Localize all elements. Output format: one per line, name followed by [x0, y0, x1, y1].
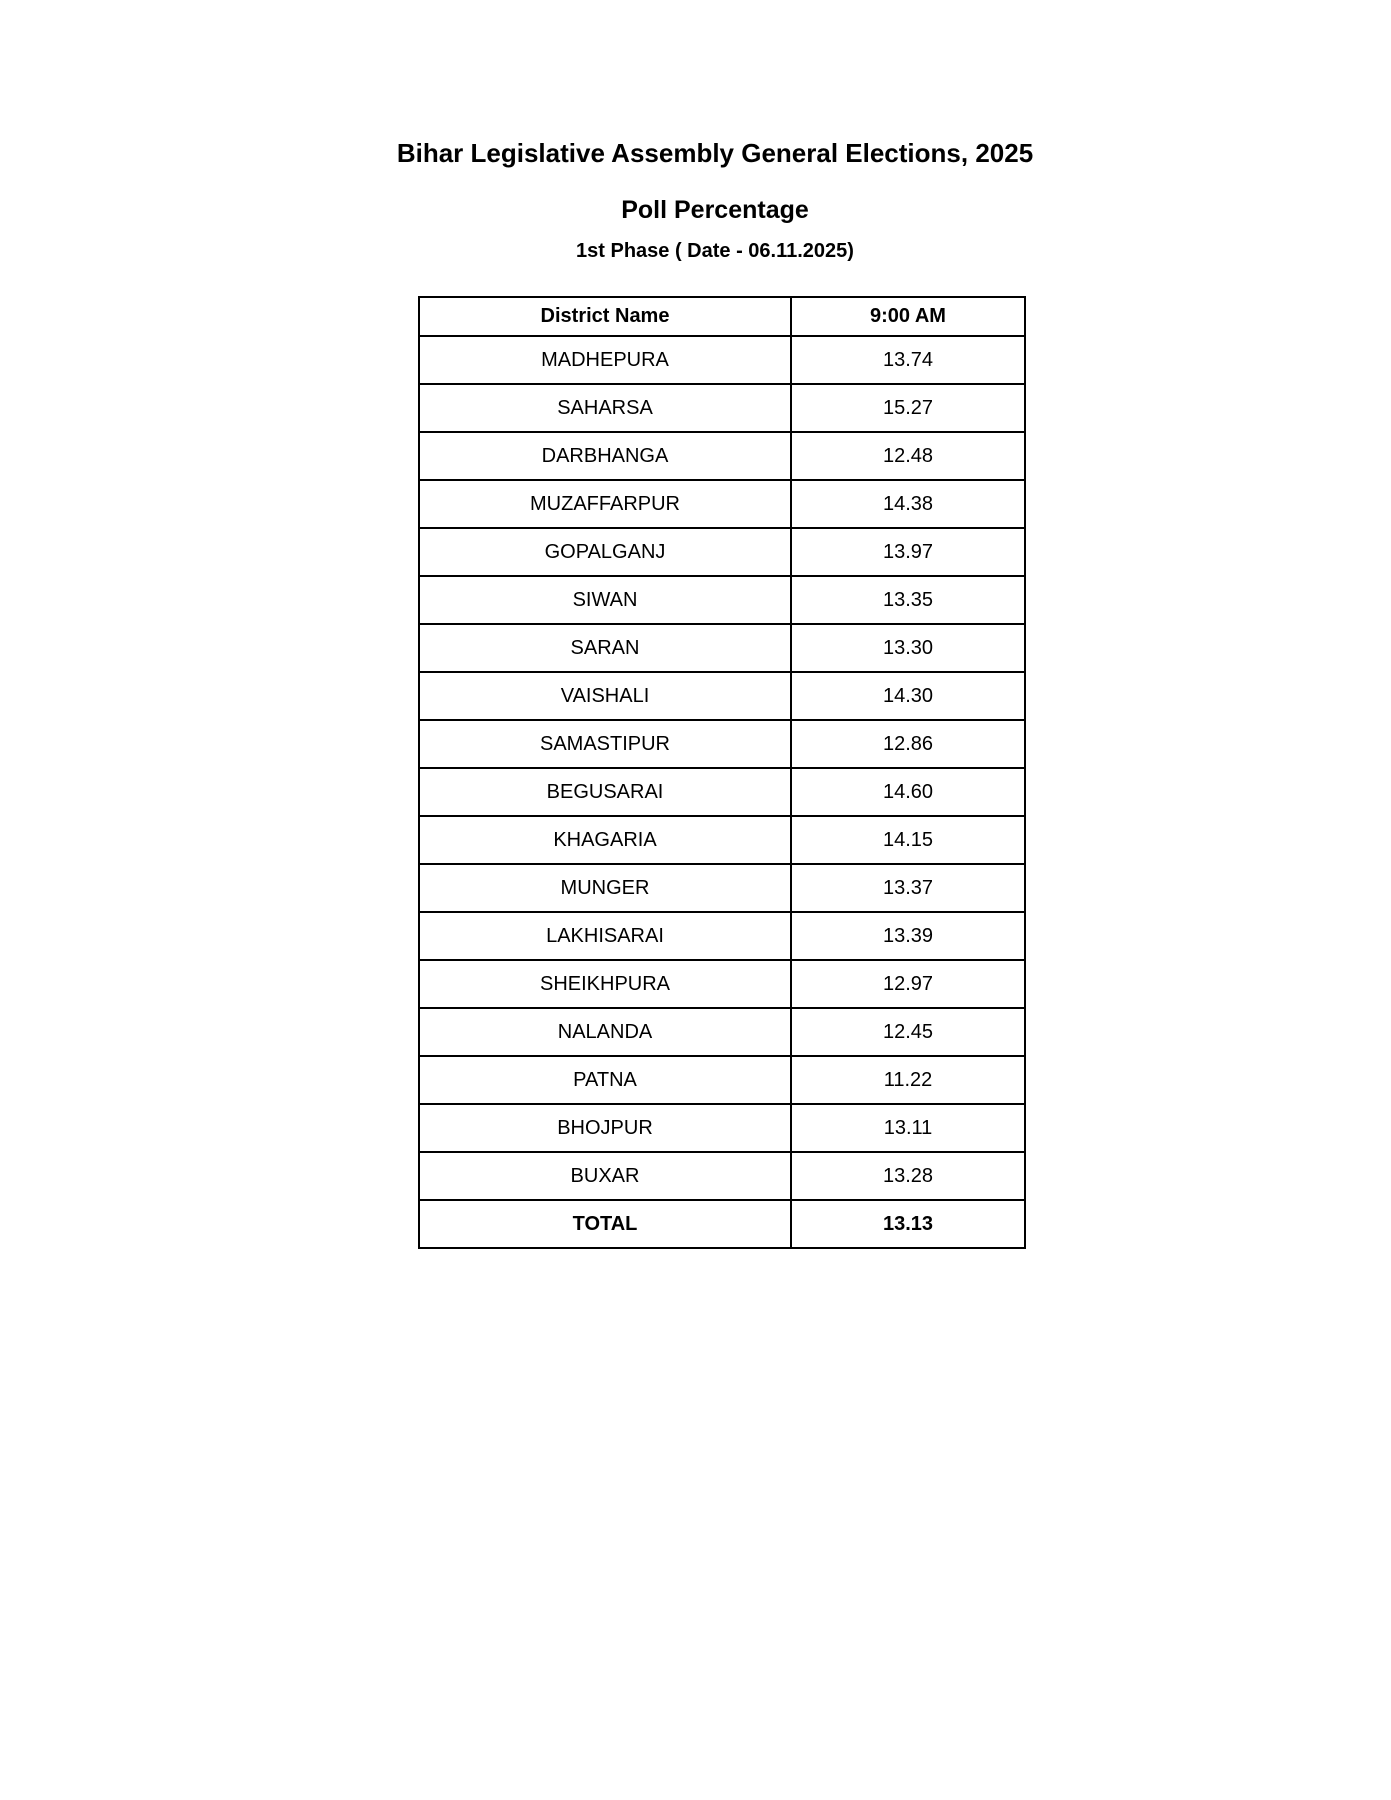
table-row [419, 912, 1025, 960]
poll-percentage-cell: 15.27 [791, 384, 1025, 432]
table-row [419, 864, 1025, 912]
district-name-cell: BUXAR [419, 1152, 791, 1200]
district-name-cell: MUNGER [419, 864, 791, 912]
district-name-cell: PATNA [419, 1056, 791, 1104]
poll-percentage-cell: 13.11 [791, 1104, 1025, 1152]
district-name-cell: KHAGARIA [419, 816, 791, 864]
document-title: Bihar Legislative Assembly General Elections, 2025 [396, 138, 1034, 168]
table-total-row [419, 1200, 1025, 1248]
column-header-time: 9:00 AM [791, 297, 1025, 336]
district-name-cell: SAHARSA [419, 384, 791, 432]
table-row [419, 480, 1025, 528]
district-name-cell: VAISHALI [419, 672, 791, 720]
poll-percentage-cell: 13.39 [791, 912, 1025, 960]
poll-percentage-table [418, 296, 1026, 1249]
table-row [419, 432, 1025, 480]
poll-percentage-cell: 12.86 [791, 720, 1025, 768]
total-value: 13.13 [791, 1200, 1025, 1248]
poll-percentage-cell: 14.60 [791, 768, 1025, 816]
table-row [419, 960, 1025, 1008]
district-name-cell: MADHEPURA [419, 336, 791, 384]
poll-percentage-cell: 13.35 [791, 576, 1025, 624]
poll-percentage-cell: 11.22 [791, 1056, 1025, 1104]
district-name-cell: SAMASTIPUR [419, 720, 791, 768]
district-name-cell: MUZAFFARPUR [419, 480, 791, 528]
table-row [419, 624, 1025, 672]
poll-percentage-cell: 12.45 [791, 1008, 1025, 1056]
poll-percentage-cell: 13.74 [791, 336, 1025, 384]
poll-percentage-cell: 13.97 [791, 528, 1025, 576]
district-name-cell: LAKHISARAI [419, 912, 791, 960]
poll-percentage-cell: 14.38 [791, 480, 1025, 528]
poll-percentage-cell: 13.28 [791, 1152, 1025, 1200]
table-row [419, 528, 1025, 576]
table-row [419, 1104, 1025, 1152]
table-row [419, 576, 1025, 624]
total-label: TOTAL [419, 1200, 791, 1248]
table-row [419, 384, 1025, 432]
district-name-cell: GOPALGANJ [419, 528, 791, 576]
poll-percentage-cell: 13.37 [791, 864, 1025, 912]
district-name-cell: SARAN [419, 624, 791, 672]
table-row [419, 720, 1025, 768]
poll-percentage-cell: 12.48 [791, 432, 1025, 480]
district-name-cell: BEGUSARAI [419, 768, 791, 816]
table-row [419, 672, 1025, 720]
poll-percentage-cell: 14.15 [791, 816, 1025, 864]
poll-percentage-cell: 14.30 [791, 672, 1025, 720]
poll-percentage-cell: 13.30 [791, 624, 1025, 672]
district-name-cell: BHOJPUR [419, 1104, 791, 1152]
phase-date-line: 1st Phase ( Date - 06.11.2025) [576, 240, 854, 262]
district-name-cell: SIWAN [419, 576, 791, 624]
district-name-cell: NALANDA [419, 1008, 791, 1056]
table-row [419, 1008, 1025, 1056]
table-row [419, 1152, 1025, 1200]
column-header-district: District Name [419, 297, 791, 336]
table-row [419, 768, 1025, 816]
table-row [419, 336, 1025, 384]
document-subtitle: Poll Percentage [621, 196, 809, 224]
district-name-cell: DARBHANGA [419, 432, 791, 480]
district-name-cell: SHEIKHPURA [419, 960, 791, 1008]
table-row [419, 816, 1025, 864]
poll-percentage-cell: 12.97 [791, 960, 1025, 1008]
table-row [419, 1056, 1025, 1104]
table-header-row [419, 297, 1025, 336]
